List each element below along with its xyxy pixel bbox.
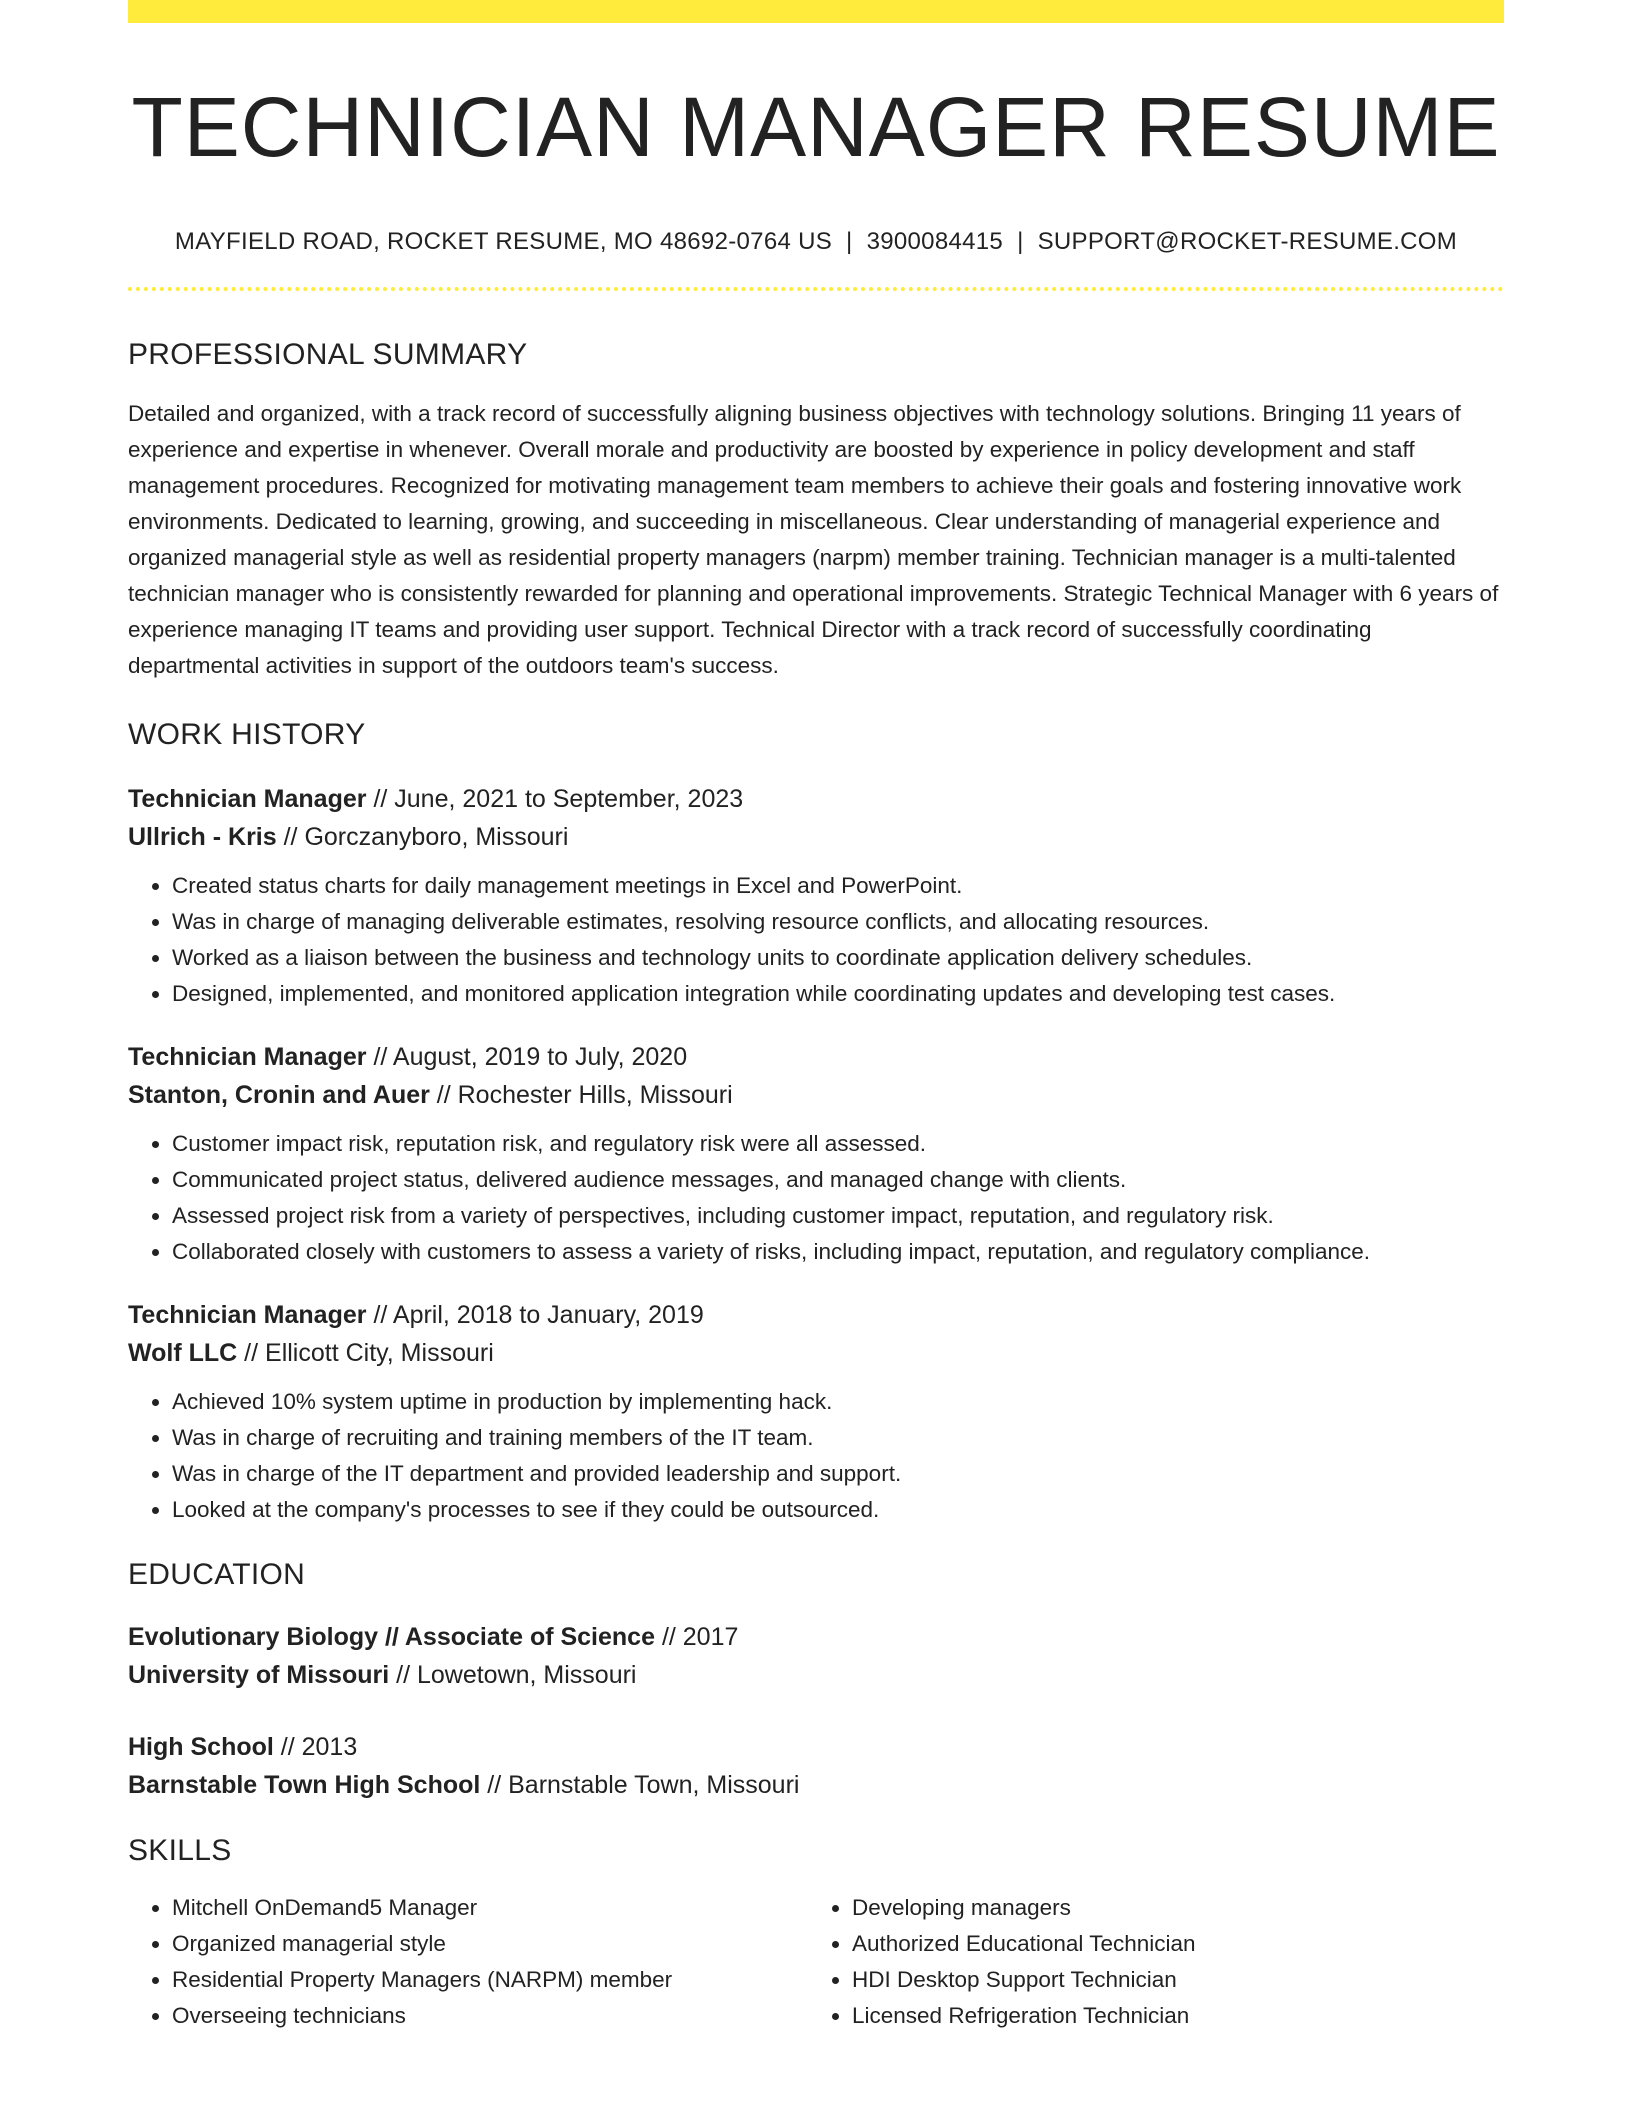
job-title: Technician Manager bbox=[128, 1301, 367, 1330]
skill-item: • Licensed Refrigeration Technician bbox=[852, 1998, 1488, 2034]
job-company-line bbox=[128, 1334, 1504, 1372]
job-title: Technician Manager bbox=[128, 785, 367, 814]
skills-list bbox=[128, 1890, 1504, 2034]
job-bullets bbox=[128, 868, 1504, 1012]
education-year: // 2013 bbox=[273, 1733, 358, 1762]
contact-phone: 3900084415 bbox=[866, 228, 1004, 256]
resume-title: TECHNICIAN MANAGER RESUME bbox=[131, 80, 1501, 174]
job-bullet: • Achieved 10% system uptime in production by implementing hack. bbox=[172, 1384, 1504, 1420]
education-school: University of Missouri bbox=[128, 1661, 390, 1690]
contact-separator: | bbox=[846, 228, 853, 256]
education-location: // Barnstable Town, Missouri bbox=[480, 1771, 800, 1800]
job-company-line bbox=[128, 1076, 1504, 1114]
section-heading-work-history: WORK HISTORY bbox=[128, 718, 366, 752]
job-dates: // August, 2019 to July, 2020 bbox=[366, 1043, 688, 1072]
job-bullet: • Was in charge of managing deliverable estimates, resolving resource conflicts, and allocating resources. bbox=[172, 904, 1504, 940]
education-school-line bbox=[128, 1656, 1504, 1694]
job-bullet: • Collaborated closely with customers to assess a variety of risks, including impact, reputation, and regulatory compliance. bbox=[172, 1234, 1504, 1270]
job-bullet: • Was in charge of recruiting and training members of the IT team. bbox=[172, 1420, 1504, 1456]
job-bullets bbox=[128, 1126, 1504, 1270]
job-entry bbox=[128, 780, 1504, 1012]
job-location: // Gorczanyboro, Missouri bbox=[276, 823, 569, 852]
job-dates: // June, 2021 to September, 2023 bbox=[366, 785, 744, 814]
job-bullet: • Created status charts for daily management meetings in Excel and PowerPoint. bbox=[172, 868, 1504, 904]
job-location: // Rochester Hills, Missouri bbox=[429, 1081, 733, 1110]
job-company: Ullrich - Kris bbox=[128, 823, 277, 852]
education-location: // Lowetown, Missouri bbox=[389, 1661, 637, 1690]
education-year: // 2017 bbox=[655, 1623, 739, 1652]
job-location: // Ellicott City, Missouri bbox=[237, 1339, 494, 1368]
education-entry bbox=[128, 1728, 1504, 1804]
contact-address: MAYFIELD ROAD, ROCKET RESUME, MO 48692-0764 US bbox=[174, 228, 833, 256]
section-heading-skills: SKILLS bbox=[128, 1834, 232, 1868]
job-bullet: • Communicated project status, delivered audience messages, and managed change with clients. bbox=[172, 1162, 1504, 1198]
job-title-line bbox=[128, 1038, 1504, 1076]
job-bullet: • Worked as a liaison between the business and technology units to coordinate application delivery schedules. bbox=[172, 940, 1504, 976]
job-title-line bbox=[128, 780, 1504, 818]
skill-item: • Developing managers bbox=[852, 1890, 1488, 1926]
job-bullet: • Customer impact risk, reputation risk, and regulatory risk were all assessed. bbox=[172, 1126, 1504, 1162]
education-entry bbox=[128, 1618, 1504, 1694]
skill-item: • Mitchell OnDemand5 Manager bbox=[172, 1890, 808, 1926]
education-school: Barnstable Town High School bbox=[128, 1771, 481, 1800]
skill-item: • Organized managerial style bbox=[172, 1926, 808, 1962]
contact-separator: | bbox=[1017, 228, 1024, 256]
education-degree: Evolutionary Biology // Associate of Science bbox=[128, 1623, 655, 1652]
job-title-line bbox=[128, 1296, 1504, 1334]
contact-line bbox=[128, 228, 1504, 256]
header-divider bbox=[128, 287, 1504, 291]
job-title: Technician Manager bbox=[128, 1043, 367, 1072]
job-bullet: • Was in charge of the IT department and provided leadership and support. bbox=[172, 1456, 1504, 1492]
job-dates: // April, 2018 to January, 2019 bbox=[366, 1301, 704, 1330]
section-heading-education: EDUCATION bbox=[128, 1558, 306, 1592]
job-company: Stanton, Cronin and Auer bbox=[128, 1081, 430, 1110]
skill-item: • Residential Property Managers (NARPM) member bbox=[172, 1962, 808, 1998]
job-bullets bbox=[128, 1384, 1504, 1528]
summary-text: Detailed and organized, with a track record of successfully aligning business objectives with technology solutions. Bringing 11 years of experience and expertise in whenever. Overall morale and productivity are boosted by experience in policy development and staff management procedures. Recognized for motivating management team members to achieve their goals and fostering innovative work environments. Dedicated to learning, growing, and succeeding in miscellaneous. Clear understanding of managerial experience and organized managerial style as well as residential property managers (narpm) member training. Technician manager is a multi-talented technician manager who is consistently rewarded for planning and operational improvements. Strategic Technical Manager with 6 years of experience managing IT teams and providing user support. Technical Director with a track record of successfully coordinating departmental activities in support of the outdoors team's success. bbox=[128, 401, 1499, 679]
education-degree: High School bbox=[128, 1733, 274, 1762]
skills-column-right bbox=[808, 1890, 1488, 2034]
job-bullet: • Designed, implemented, and monitored application integration while coordinating updates and developing test cases. bbox=[172, 976, 1504, 1012]
skill-item: • Authorized Educational Technician bbox=[852, 1926, 1488, 1962]
education-degree-line bbox=[128, 1618, 1504, 1656]
accent-bar bbox=[128, 0, 1504, 23]
contact-email: SUPPORT@ROCKET-RESUME.COM bbox=[1037, 228, 1458, 256]
job-entry bbox=[128, 1038, 1504, 1270]
resume-page bbox=[128, 0, 1504, 2034]
education-degree-line bbox=[128, 1728, 1504, 1766]
job-bullet: • Looked at the company's processes to see if they could be outsourced. bbox=[172, 1492, 1504, 1528]
job-entry bbox=[128, 1296, 1504, 1528]
job-bullet: • Assessed project risk from a variety of perspectives, including customer impact, reputation, and regulatory risk. bbox=[172, 1198, 1504, 1234]
skill-item: • HDI Desktop Support Technician bbox=[852, 1962, 1488, 1998]
job-company-line bbox=[128, 818, 1504, 856]
education-school-line bbox=[128, 1766, 1504, 1804]
section-heading-summary: PROFESSIONAL SUMMARY bbox=[128, 338, 528, 372]
skill-item: • Overseeing technicians bbox=[172, 1998, 808, 2034]
job-company: Wolf LLC bbox=[128, 1339, 238, 1368]
skills-column-left bbox=[128, 1890, 808, 2034]
